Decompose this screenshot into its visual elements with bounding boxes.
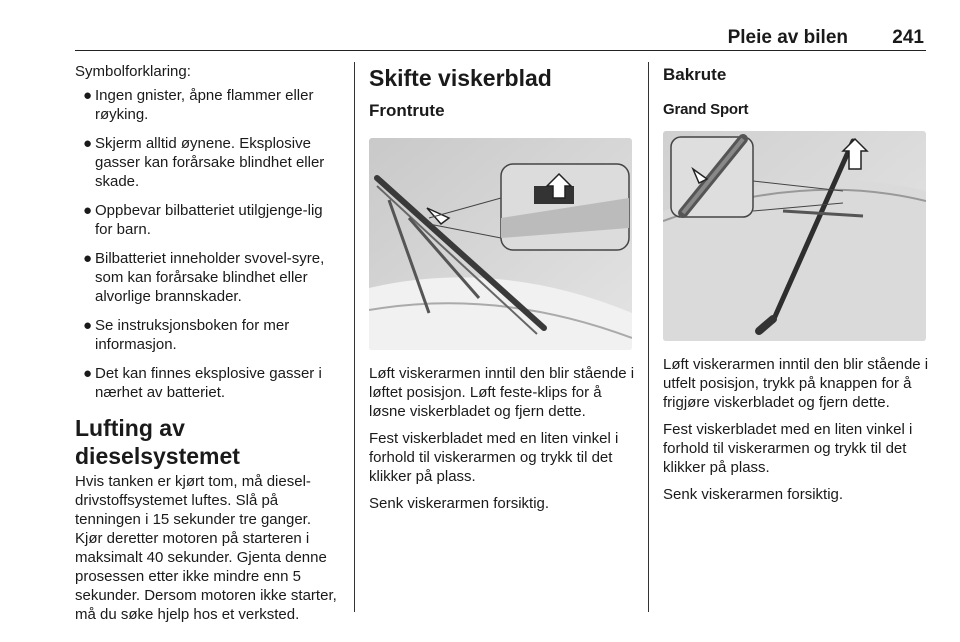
subheading-grand-sport: Grand Sport xyxy=(663,101,749,118)
bullet-icon: ● xyxy=(83,135,93,152)
list-item: ● Bilbatteriet inneholder svovel-syre, som kan forårsake blindhet eller alvorlige brannskader. xyxy=(83,250,325,305)
section-heading-diesel: Lufting av dieselsystemet xyxy=(75,415,240,469)
symbol-legend-list xyxy=(75,86,341,402)
column-left xyxy=(75,62,341,632)
bullet-icon: ● xyxy=(83,365,93,382)
bullet-icon: ● xyxy=(83,202,93,219)
page-header xyxy=(75,22,926,51)
section-heading-wiper: Skifte viskerblad xyxy=(369,65,552,91)
bullet-icon: ● xyxy=(83,250,93,267)
column-middle xyxy=(369,62,635,521)
list-item: ● Oppbevar bilbatteriet utilgjenge-lig for barn. xyxy=(83,202,323,238)
bullet-icon: ● xyxy=(83,87,93,104)
bullet-icon: ● xyxy=(83,317,93,334)
subheading-frontrute: Frontrute xyxy=(369,101,445,120)
front-wiper-illustration xyxy=(369,138,632,350)
list-item: ● Skjerm alltid øynene. Eksplosive gasser kan forårsake blindhet eller skade. xyxy=(83,135,325,190)
front-paragraph-2: Fest viskerbladet med en liten vinkel i forhold til viskerarmen og trykk til det klikker på plass. xyxy=(369,430,619,485)
column-right xyxy=(663,62,929,512)
front-paragraph-3: Senk viskerarmen forsiktig. xyxy=(369,495,550,512)
list-item: ● Ingen gnister, åpne flammer eller røyking. xyxy=(83,87,314,123)
list-item: ● Det kan finnes eksplosive gasser i nærhet av batteriet. xyxy=(83,365,322,401)
column-divider xyxy=(354,62,355,612)
diesel-paragraph: Hvis tanken er kjørt tom, må diesel-drivstoffsystemet luftes. Slå på tenningen i 15 sekunder tre ganger. Kjør deretter motoren på starteren i maksimalt 40 sekunder. Gjenta denne prosessen etter ikke mindre enn 5 sekunder. Dersom motoren ikke starter, må du søke hjelp hos et verksted. xyxy=(75,473,337,623)
front-paragraph-1: Løft viskerarmen inntil den blir stående i løftet posisjon. Løft feste-klips for å løsne viskerbladet og fjern dette. xyxy=(369,365,635,420)
page-number: 241 xyxy=(892,27,924,48)
section-heading-bakrute: Bakrute xyxy=(663,65,727,84)
page-title: Pleie av bilen xyxy=(727,27,848,48)
rear-paragraph-2: Fest viskerbladet med en liten vinkel i forhold til viskerarmen og trykk til det klikker på plass. xyxy=(663,421,913,476)
rear-paragraph-1: Løft viskerarmen inntil den blir stående i utfelt posisjon, trykk på knappen for å frigjøre viskerbladet og fjern dette. xyxy=(663,356,929,411)
rear-wiper-illustration xyxy=(663,131,926,341)
rear-paragraph-3: Senk viskerarmen forsiktig. xyxy=(663,486,844,503)
list-item: ● Se instruksjonsboken for mer informasjon. xyxy=(83,317,290,353)
column-divider xyxy=(648,62,649,612)
symbol-legend-label: Symbolforklaring: xyxy=(75,63,191,80)
